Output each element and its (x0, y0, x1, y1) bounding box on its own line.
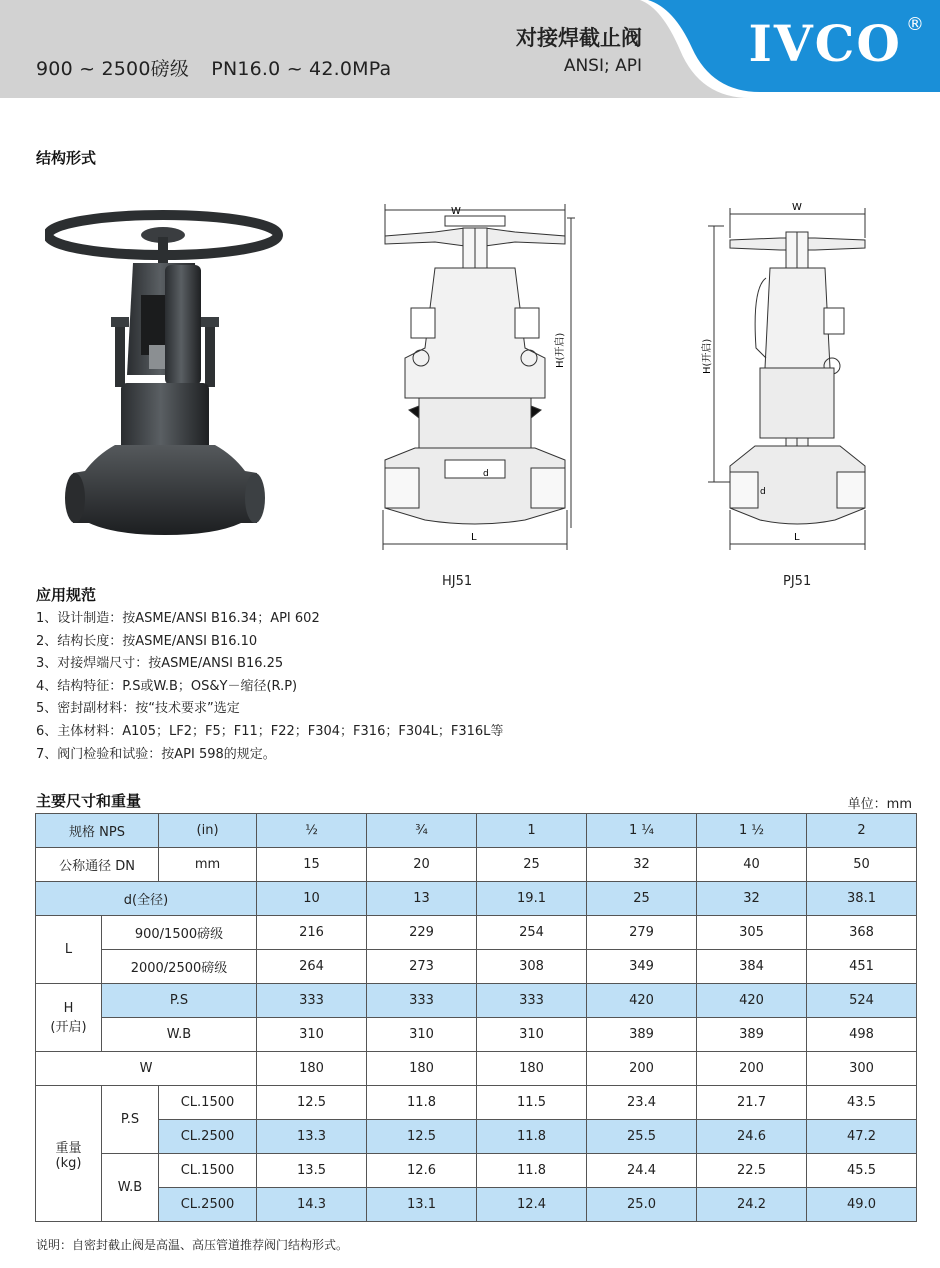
weight-wb-label: W.B (102, 1154, 159, 1222)
structure-heading: 结构形式 (36, 149, 97, 167)
table-row (36, 1120, 917, 1154)
table-row (36, 814, 917, 848)
table-row (36, 1086, 917, 1120)
registered-mark: ® (906, 14, 924, 35)
nps-cell: 1 ¼ (587, 814, 697, 848)
weight-label-line1: 重量 (55, 1140, 82, 1156)
table-row (36, 1018, 917, 1052)
wt-cell: 24.4 (587, 1154, 697, 1188)
weight-ps-label: P.S (102, 1086, 159, 1154)
h-wb-label: W.B (102, 1018, 257, 1052)
l-900-cell: 305 (697, 916, 807, 950)
class-range: 900 ~ 2500磅级 (36, 58, 190, 80)
h-wb-cell: 310 (367, 1018, 477, 1052)
wt-cell: 11.5 (477, 1086, 587, 1120)
wt-cell: 24.2 (697, 1188, 807, 1222)
dn-cell: 25 (477, 848, 587, 882)
h-wb-cell: 389 (697, 1018, 807, 1052)
l-900-cell: 254 (477, 916, 587, 950)
wt-cell: 21.7 (697, 1086, 807, 1120)
cl1500-label: CL.1500 (159, 1086, 257, 1120)
l-2000-cell: 451 (807, 950, 917, 984)
application-item: 2、结构长度：按ASME/ANSI B16.10 (36, 633, 258, 649)
unit-label: 单位：mm (847, 797, 912, 812)
hj51-l-label: L (471, 532, 477, 543)
l-900-label: 900/1500磅级 (102, 916, 257, 950)
application-item: 4、结构特征：P.S或W.B；OS&Y－缩径(R.P) (36, 678, 298, 694)
pressure-range: PN16.0 ~ 42.0MPa (211, 58, 392, 80)
l-900-cell: 216 (257, 916, 367, 950)
wt-cell: 49.0 (807, 1188, 917, 1222)
l-2000-cell: 308 (477, 950, 587, 984)
wt-cell: 13.5 (257, 1154, 367, 1188)
nps-unit: (in) (159, 814, 257, 848)
d-cell: 38.1 (807, 882, 917, 916)
application-item: 6、主体材料：A105；LF2；F5；F11；F22；F304；F316；F304L；F316L等 (36, 723, 504, 739)
wt-cell: 47.2 (807, 1120, 917, 1154)
dn-cell: 50 (807, 848, 917, 882)
hj51-drawing-icon (375, 198, 575, 558)
pj51-l-label: L (794, 532, 800, 543)
cl2500-label: CL.2500 (159, 1188, 257, 1222)
wt-cell: 11.8 (367, 1086, 477, 1120)
h-ps-label: P.S (102, 984, 257, 1018)
application-heading: 应用规范 (36, 586, 97, 604)
application-item: 1、设计制造：按ASME/ANSI B16.34；API 602 (36, 611, 320, 626)
wt-cell: 12.5 (257, 1086, 367, 1120)
dimensions-heading: 主要尺寸和重量 (36, 792, 142, 810)
dn-cell: 32 (587, 848, 697, 882)
wt-cell: 22.5 (697, 1154, 807, 1188)
header-spec (36, 54, 407, 81)
d-cell: 25 (587, 882, 697, 916)
weight-label (36, 1086, 102, 1222)
wt-cell: 25.5 (587, 1120, 697, 1154)
dn-cell: 15 (257, 848, 367, 882)
h-wb-cell: 310 (257, 1018, 367, 1052)
application-item: 5、密封副材料：按“技术要求”选定 (36, 701, 240, 717)
hj51-d-label: d (483, 469, 489, 479)
h-wb-cell: 310 (477, 1018, 587, 1052)
wt-cell: 11.8 (477, 1154, 587, 1188)
dn-unit: mm (159, 848, 257, 882)
h-ps-cell: 524 (807, 984, 917, 1018)
w-cell: 200 (697, 1052, 807, 1086)
wt-cell: 12.4 (477, 1188, 587, 1222)
h-ps-cell: 333 (477, 984, 587, 1018)
wt-cell: 25.0 (587, 1188, 697, 1222)
nps-cell: 1 ½ (697, 814, 807, 848)
dimensions-table (35, 813, 917, 1222)
d-cell: 10 (257, 882, 367, 916)
wt-cell: 23.4 (587, 1086, 697, 1120)
cl2500-label: CL.2500 (159, 1120, 257, 1154)
wt-cell: 13.1 (367, 1188, 477, 1222)
nps-cell: 1 (477, 814, 587, 848)
w-label: W (36, 1052, 257, 1086)
l-2000-label: 2000/2500磅级 (102, 950, 257, 984)
l-900-cell: 229 (367, 916, 477, 950)
brand-logo (640, 0, 940, 98)
wt-cell: 11.8 (477, 1120, 587, 1154)
d-cell: 13 (367, 882, 477, 916)
table-row (36, 916, 917, 950)
application-list (36, 608, 503, 766)
table-row (36, 1154, 917, 1188)
application-item: 3、对接焊端尺寸：按ASME/ANSI B16.25 (36, 656, 284, 672)
w-cell: 300 (807, 1052, 917, 1086)
wt-cell: 13.3 (257, 1120, 367, 1154)
l-900-cell: 279 (587, 916, 697, 950)
table-row (36, 984, 917, 1018)
dn-label: 公称通径 DN (36, 848, 159, 882)
cl1500-label: CL.1500 (159, 1154, 257, 1188)
d-cell: 19.1 (477, 882, 587, 916)
w-cell: 180 (367, 1052, 477, 1086)
nps-cell: 2 (807, 814, 917, 848)
table-row (36, 950, 917, 984)
nps-cell: ½ (257, 814, 367, 848)
application-item: 7、阀门检验和试验：按API 598的规定。 (36, 746, 276, 762)
wt-cell: 45.5 (807, 1154, 917, 1188)
l-label: L (36, 916, 102, 984)
hj51-h-label: H(开启) (555, 332, 566, 368)
d-label: d(全径) (36, 882, 257, 916)
product-standards: ANSI; API (563, 56, 642, 76)
logo-text: IVCO (748, 14, 902, 73)
w-cell: 180 (257, 1052, 367, 1086)
wt-cell: 14.3 (257, 1188, 367, 1222)
footnote: 说明：自密封截止阀是高温、高压管道推荐阀门结构形式。 (36, 1238, 349, 1252)
weight-label-line2: (kg) (55, 1155, 82, 1171)
nps-label: 规格 NPS (36, 814, 159, 848)
w-cell: 200 (587, 1052, 697, 1086)
h-label-line1: H (63, 1000, 74, 1016)
wt-cell: 24.6 (697, 1120, 807, 1154)
table-row (36, 848, 917, 882)
table-row (36, 882, 917, 916)
h-label (36, 984, 102, 1052)
hj51-label: HJ51 (442, 574, 473, 589)
wt-cell: 12.5 (367, 1120, 477, 1154)
table-row (36, 1188, 917, 1222)
l-2000-cell: 349 (587, 950, 697, 984)
h-ps-cell: 420 (697, 984, 807, 1018)
l-2000-cell: 273 (367, 950, 477, 984)
h-ps-cell: 420 (587, 984, 697, 1018)
pj51-d-label: d (760, 487, 766, 497)
product-title: 对接焊截止阀 (516, 26, 642, 50)
h-ps-cell: 333 (367, 984, 477, 1018)
w-cell: 180 (477, 1052, 587, 1086)
wt-cell: 12.6 (367, 1154, 477, 1188)
pj51-label: PJ51 (783, 574, 812, 589)
pj51-drawing-icon (700, 198, 870, 558)
dn-cell: 40 (697, 848, 807, 882)
table-row (36, 1052, 917, 1086)
d-cell: 32 (697, 882, 807, 916)
l-2000-cell: 264 (257, 950, 367, 984)
h-label-line2: (开启) (50, 1019, 87, 1035)
l-900-cell: 368 (807, 916, 917, 950)
l-2000-cell: 384 (697, 950, 807, 984)
nps-cell: ¾ (367, 814, 477, 848)
h-wb-cell: 389 (587, 1018, 697, 1052)
h-wb-cell: 498 (807, 1018, 917, 1052)
gate-valve-photo-icon (45, 205, 285, 535)
wt-cell: 43.5 (807, 1086, 917, 1120)
pj51-w-label: W (792, 202, 802, 213)
pj51-h-label: H(开启) (702, 338, 713, 374)
h-ps-cell: 333 (257, 984, 367, 1018)
hj51-w-label: W (451, 206, 461, 217)
dn-cell: 20 (367, 848, 477, 882)
header-band (0, 0, 940, 98)
